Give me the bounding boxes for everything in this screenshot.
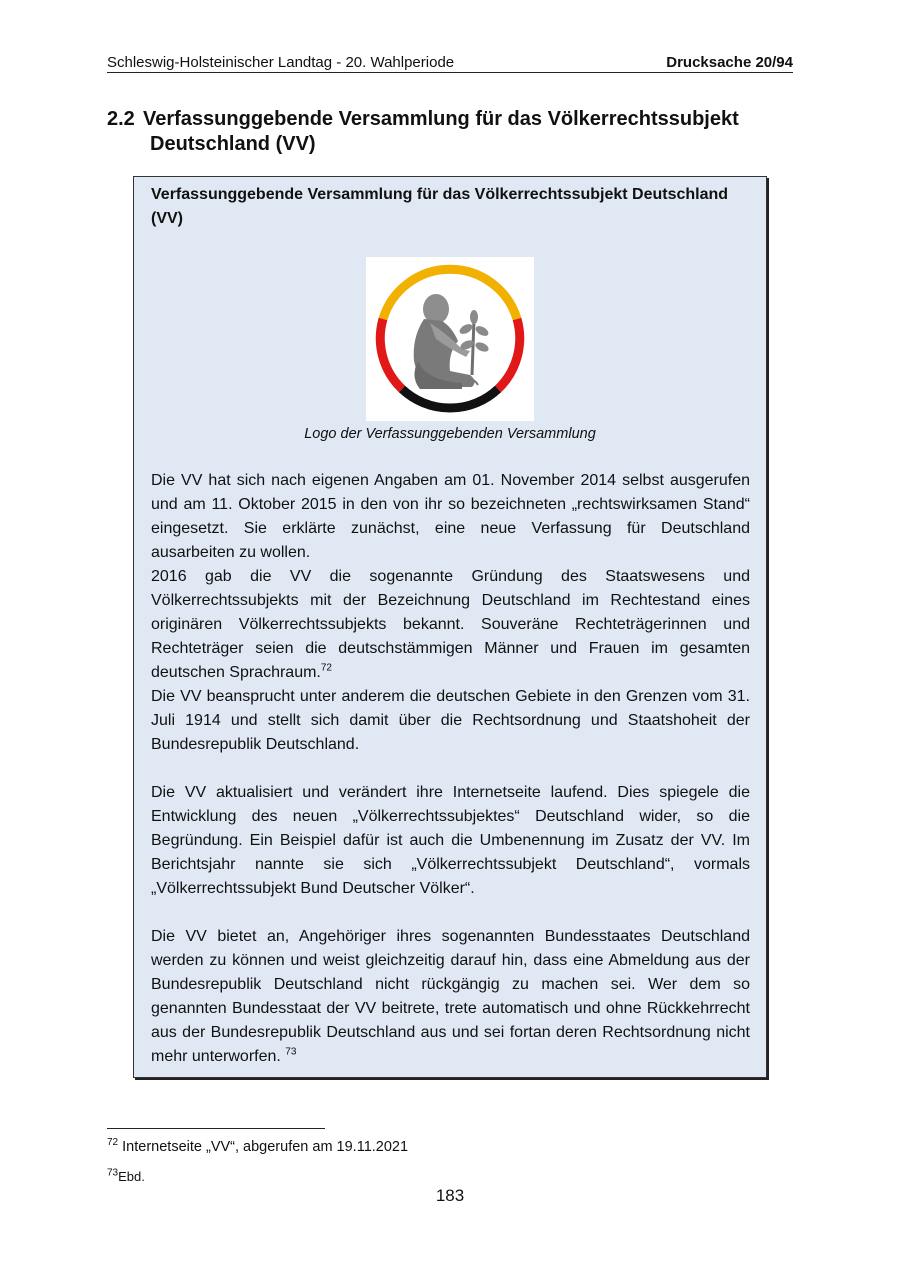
header-parliament: Schleswig-Holsteinischer Landtag - 20. Wahlperiode xyxy=(107,54,455,71)
logo-caption: Logo der Verfassunggebenden Versammlung xyxy=(304,426,596,442)
section-title-line1: Verfassunggebende Versammlung für das Völkerrechtssubjekt xyxy=(143,108,739,130)
footnote-ref[interactable]: 72 xyxy=(320,662,332,674)
header-document-number: Drucksache 20/94 xyxy=(666,54,793,71)
section-title-line2: Deutschland (VV) xyxy=(150,133,316,155)
paragraph: Die VV beansprucht unter anderem die deutschen Gebiete in den Grenzen vom 31. Juli 1914 und stellt sich damit über die Rechtsordnung und Staatshoheit der Bundesrepublik Deutschland. xyxy=(151,688,750,753)
vv-logo-image xyxy=(366,257,534,421)
box-body xyxy=(151,469,750,1069)
page-header xyxy=(107,54,793,73)
footnote: $^{73}$Ebd. xyxy=(107,1167,145,1184)
box-title: Verfassunggebende Versammlung für das Völkerrechtssubjekt Deutschland (VV) xyxy=(151,186,729,227)
info-box xyxy=(133,176,767,1078)
page-number: 183 xyxy=(435,1186,465,1205)
paragraph: Die VV bietet an, Angehöriger ihres sogenannten Bundesstaates Deutschland werden zu können und weist gleichzeitig darauf hin, dass eine Abmeldung aus der Bundesrepublik Deutschland nicht rückgängig zu machen sei. Wer dem so genannten Bundesstaat der VV beitrete, trete automatisch und ohne Rückkehrrecht aus der Bundesrepublik Deutschland aus und sei fortan deren Rechtsordnung nicht mehr unterworfen. $^{73}$ xyxy=(151,928,750,1065)
section-number: 2.2 xyxy=(107,108,135,130)
footnote-ref[interactable]: 73 xyxy=(285,1046,297,1058)
vv-logo-icon xyxy=(366,257,534,421)
footnote-divider xyxy=(107,1128,325,1129)
footnote: $^{72}$ Internetseite „VV“, abgerufen am 19.11.2021 xyxy=(107,1137,409,1155)
paragraph: 2016 gab die VV die sogenannte Gründung des Staatswesens und Völkerrechtssubjekts mit der Bezeichnung Deutschland im Rechtestand eines originären Völkerrechtssubjekts bekannt. Souveräne Rechteträgerinnen und Rechteträger seien die deutschstämmigen Männer und Frauen im gesamten deutschen Sprachraum.$^{72}$ xyxy=(151,568,750,681)
paragraph: Die VV aktualisiert und verändert ihre Internetseite laufend. Dies spiegele die Entwicklung des neuen „Völkerrechtssubjektes“ Deutschland wider, so die Begründung. Ein Beispiel dafür ist auch die Umbenennung im Zusatz der VV. Im Berichtsjahr nannte sie sich „Völkerrechtssubjekt Deutschland“, vormals „Völkerrechtssubjekt Bund Deutscher Völker“. xyxy=(151,784,750,897)
paragraph: Die VV hat sich nach eigenen Angaben am 01. November 2014 selbst ausgerufen und am 11. Oktober 2015 in den von ihr so bezeichneten „rechtswirksamen Stand“ eingesetzt. Sie erklärte zunächst, eine neue Verfassung für Deutschland ausarbeiten zu wollen. xyxy=(151,472,750,561)
